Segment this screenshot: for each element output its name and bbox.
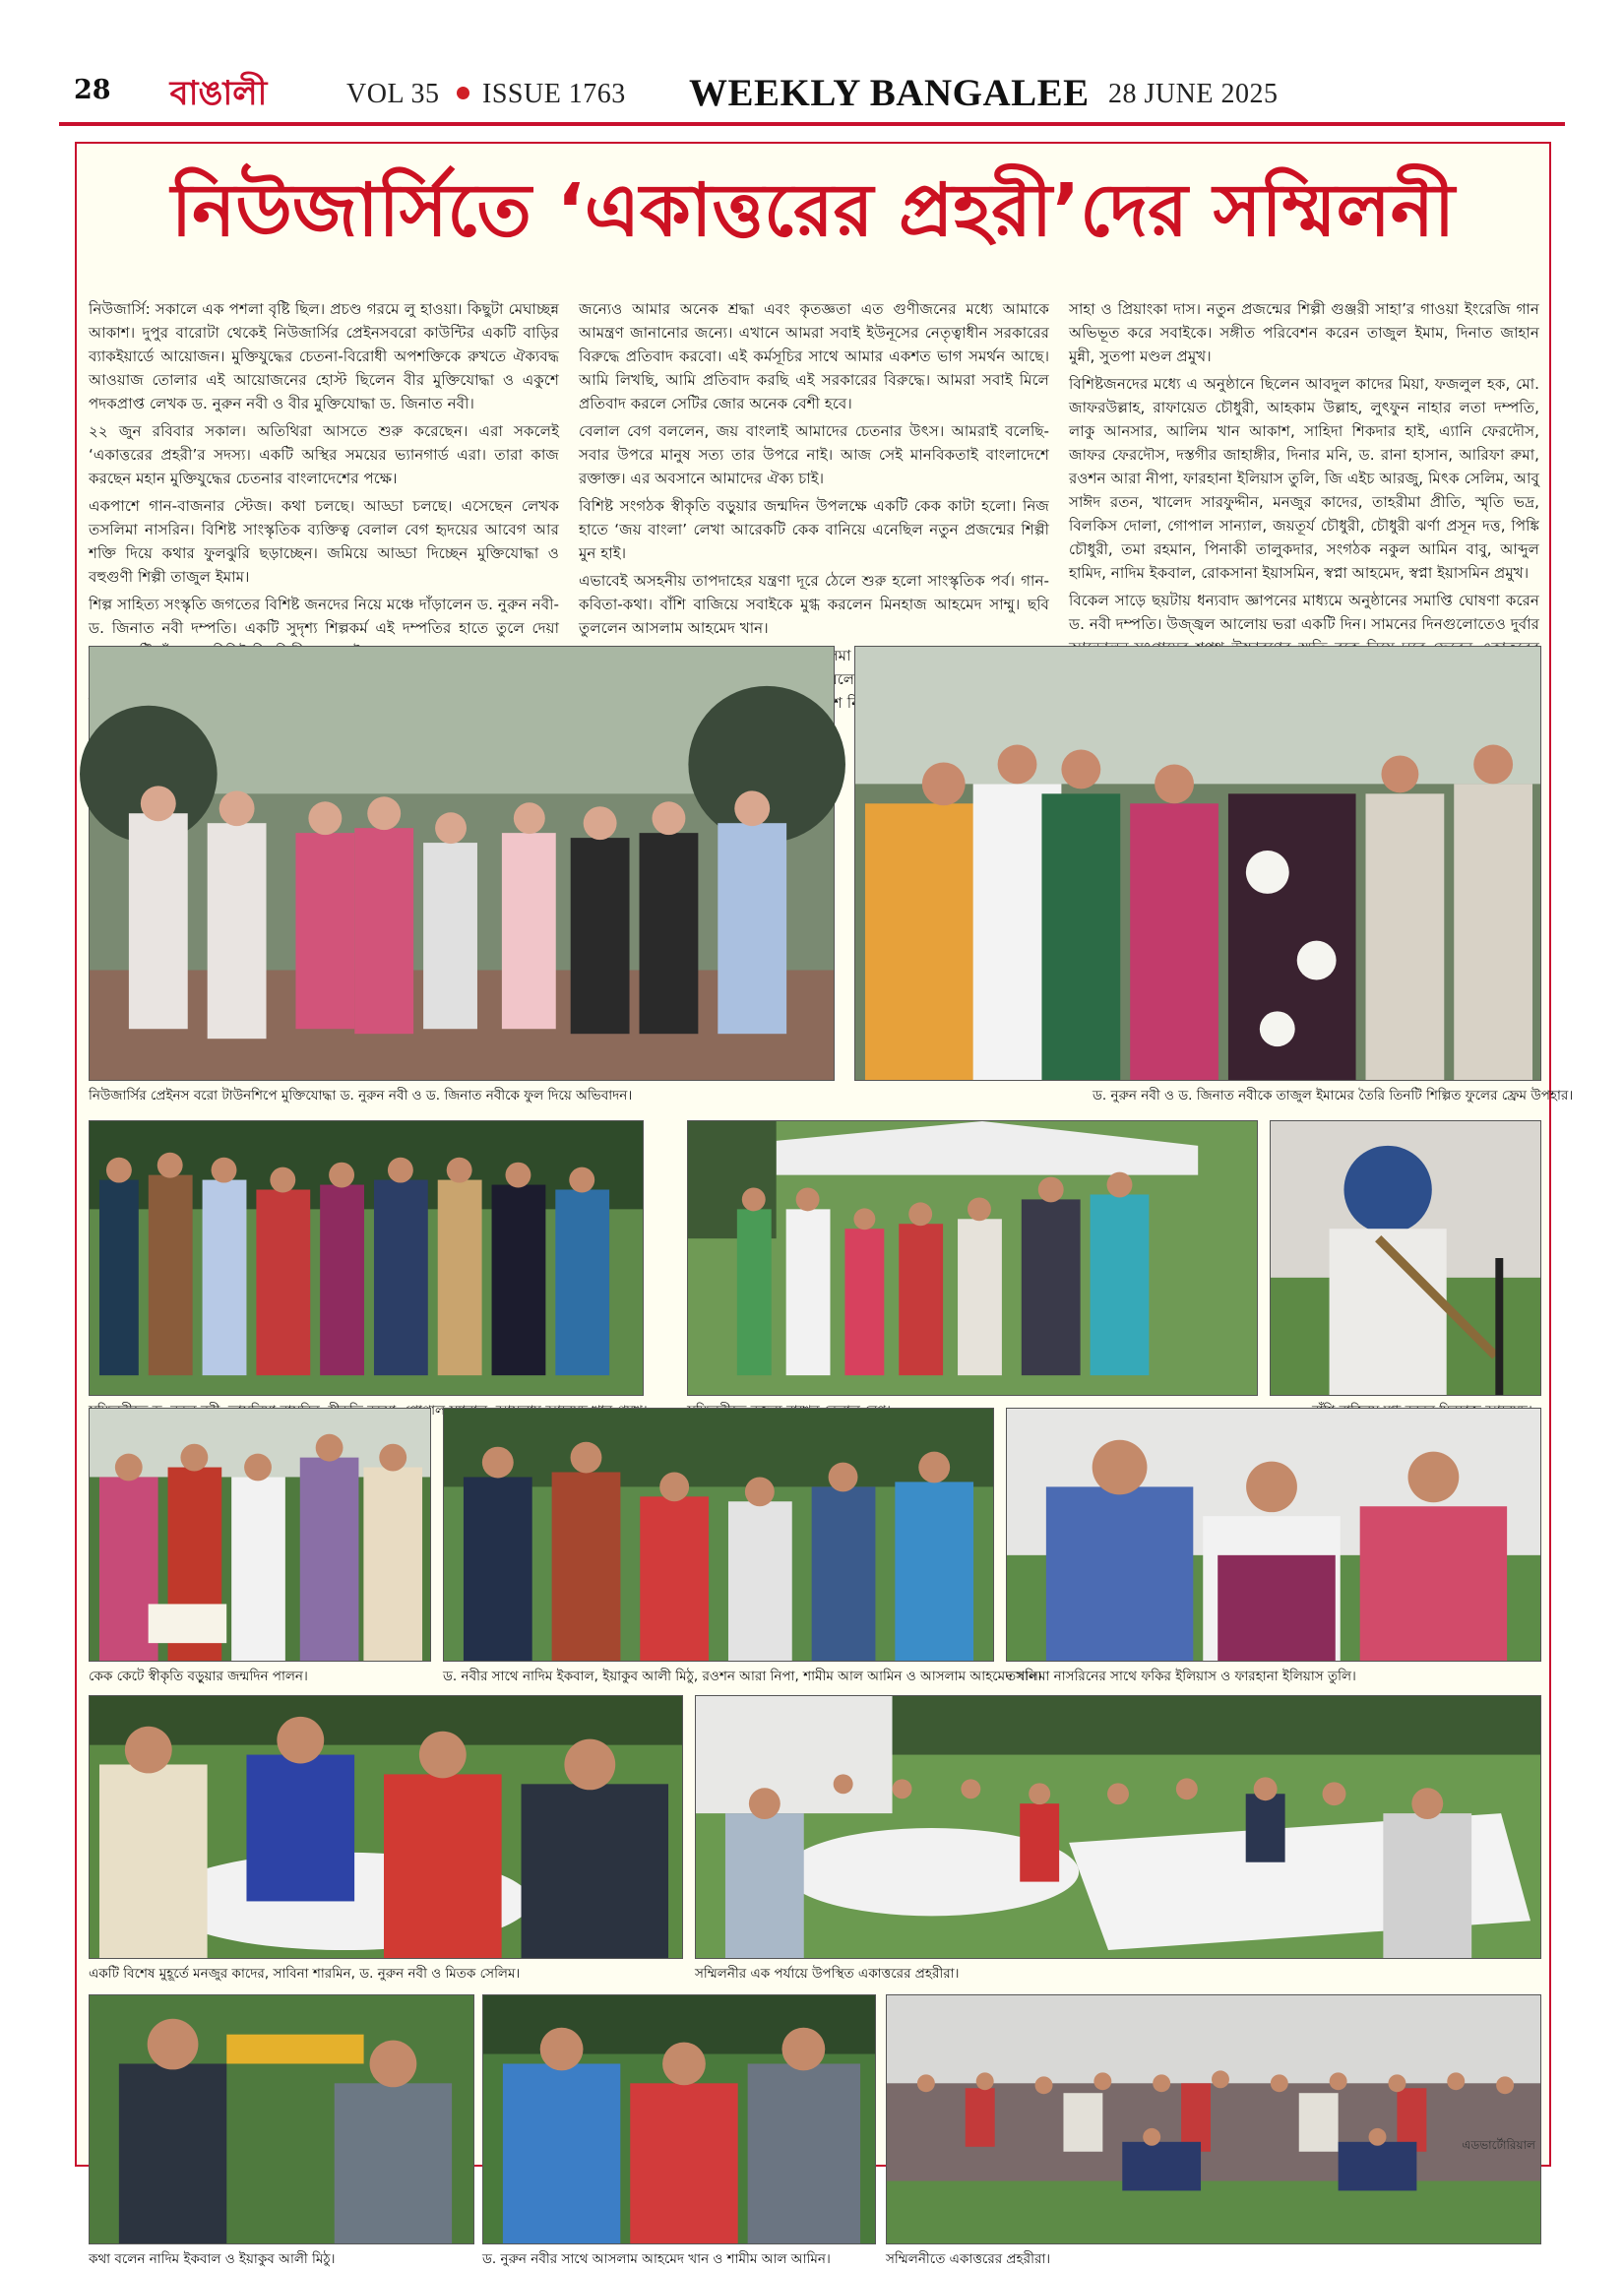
paragraph: বেলাল বেগ বললেন, জয় বাংলাই আমাদের চেতনার উৎস। আমরাই বলেছি- সবার উপরে মানুষ সত্য তার উপরে নাই। আজ সেই মানবিকতাই বাংলাদেশে রক্তাক্ত। এর অবসানে আমাদের ঐক্য চাই। xyxy=(579,422,1049,488)
headline: নিউজার্সিতে ‘একাত্তরের প্রহরী’দের সম্মিলনী xyxy=(170,168,1456,253)
photo-long-table xyxy=(695,1695,1541,1959)
volume-label: VOL 35 xyxy=(346,79,440,109)
article-column-3 xyxy=(1069,297,1539,644)
paragraph: জন্যেও আমার অনেক শ্রদ্ধা এবং কৃতজ্ঞতা এত গুণীজনের মধ্যে আমাকে আমন্ত্রণ জানানোর জন্যে। এখানে আমরা সবাই ইউনূসের নেতৃত্বাধীন সরকারের বিরুদ্ধে প্রতিবাদ করবো। এই কর্মসূচির সাথে আমার একশত ভাগ সমর্থন আছে। আমি লিখছি, আমি প্রতিবাদ করছি এই সরকারের বিরুদ্ধে। আমরা সবাই মিলে প্রতিবাদ করলে সেটির জোর অনেক বেশী হবে। xyxy=(579,300,1049,413)
photo-caption: নিউজার্সির প্রেইনস বরো টাউনশিপে মুক্তিযোদ্ধা ড. নুরুন নবী ও ড. জিনাত নবীকে ফুল দিয়ে অভিবাদন। xyxy=(89,1088,633,1104)
photo-three-guests xyxy=(1006,1408,1541,1662)
page-number: 28 xyxy=(74,75,111,105)
article-column-1 xyxy=(89,297,559,644)
paragraph: বিশিষ্টজনদের মধ্যে এ অনুষ্ঠানে ছিলেন আবদুল কাদের মিয়া, ফজলুল হক, মো. জাফরউল্লাহ, রাফায়েত চৌধুরী, আহকাম উল্লাহ, লুৎফুন নাহার লতা দম্পতি, লাকু আনসার, আলিম খান আকাশ, সাহিদা শিকদার হাই, এ্যানি ফেরদৌস, জাফর ফেরদৌস, দস্তগীর জাহাঙ্গীর, দিনার মনি, ড. রানা হাসান, আরিফা রুমা, রওশন আরা নীপা, ফারহানা ইলিয়াস তুলি, জি এইচ আরজু, মিৎক সেলিম, আবু সাঈদ রতন, খালেদ সারফুদ্দীন, মনজুর কাদের, তাহরীমা প্রীতি, স্মৃতি ভদ্র, বিলকিস দোলা, গোপাল সান্যাল, জয়তূর্য চৌধুরী, চৌধুরী ঝর্ণা প্রসূন দত্ত, পিঙ্কি চৌধুরী, তমা রহমান, পিনাকী তালুকদার, সংগঠক নকুল আমিন বাবু, আব্দুল হামিদ, নাদিম ইকবাল, রোকসানা ইয়াসমিন, স্বপ্না আহমেদ, স্বপ্না ইয়াসমিন প্রমুখ। xyxy=(1069,375,1539,583)
svg-text:বাঙালী: বাঙালী xyxy=(169,74,268,113)
separator-dot-icon xyxy=(457,87,469,99)
photo-caption: কথা বলেন নাদিম ইকবাল ও ইয়াকুব আলী মিঠু। xyxy=(89,2251,336,2267)
paragraph: সাহা ও প্রিয়াংকা দাস। নতুন প্রজন্মের শিল্পী গুঞ্জরী সাহা’র গাওয়া ইংরেজি গান অভিভূত করে সবাইকে। সঙ্গীত পরিবেশন করেন তাজুল ইমাম, দিনাত জাহান মুন্নী, সুতপা মণ্ডল প্রমুখ। xyxy=(1069,300,1539,366)
paragraph: করলেন xyxy=(818,670,864,689)
photo-caption: একটি বিশেষ মুহূর্তে মনজুর কাদের, সাবিনা শারমিন, ড. নুরুন নবী ও মিতক সেলিম। xyxy=(89,1966,521,1982)
issue-date: 28 JUNE 2025 xyxy=(1108,79,1279,109)
photo-cake-cutting xyxy=(89,1408,431,1662)
masthead xyxy=(59,63,1565,122)
photo-caption: তসলিমা নাসরিনের সাথে ফকির ইলিয়াস ও ফারহানা ইলিয়াস তুলি। xyxy=(1006,1669,1356,1684)
photo-group-lawn xyxy=(89,1120,644,1396)
photo-flute-player xyxy=(1270,1120,1541,1396)
paragraph: বিশিষ্ট সংগঠক স্বীকৃতি বড়ুয়ার জন্মদিন উপলক্ষে একটি কেক কাটা হলো। নিজ হাতে ‘জয় বাংলা’ লেখা আরেকটি কেক বানিয়ে এনেছিল নতুন প্রজন্মের শিল্পী মুন হাই। xyxy=(579,497,1049,563)
paragraph: নিউজার্সি: সকালে এক পশলা বৃষ্টি ছিল। প্রচণ্ড গরমে লু হাওয়া। কিছুটা মেঘাচ্ছন্ন আকাশ। দুপুর বারোটা থেকেই নিউজার্সির প্রেইনসবরো কাউন্টির একটি বাড়ির ব্যাকইয়ার্ডে আয়োজন। মুক্তিযুদ্ধের চেতনা-বিরোধী অপশক্তিকে রুখতে ঐক্যবদ্ধ আওয়াজ তোলার এই আয়োজনের হোস্ট ছিলেন বীর মুক্তিযোদ্ধা ও একুশে পদকপ্রাপ্ত লেখক ড. নুরুন নবী ও বীর মুক্তিযোদ্ধা ড. জিনাত নবী। xyxy=(89,300,559,413)
photo-full-group xyxy=(886,1994,1541,2244)
issue-label: ISSUE 1763 xyxy=(482,79,626,109)
newspaper-logo xyxy=(146,67,291,116)
paper-name: WEEKLY BANGALEE xyxy=(689,72,1090,114)
masthead-rule xyxy=(59,122,1565,126)
paragraph: শিল্প সাহিত্য সংস্কৃতি জগতের বিশিষ্ট জনদের নিয়ে মঞ্চে দাঁড়ালেন ড. নুরুন নবী-ড. জিনাত নবী দম্পতি। একটি সুদৃশ্য শিল্পকর্ম এই দম্পতির হাতে তুলে দেয়া xyxy=(89,596,559,638)
photo-group-six xyxy=(443,1408,994,1662)
photo-three-men xyxy=(482,1994,876,2244)
paragraph: ২২ জুন রবিবার সকাল। অতিথিরা আসতে শুরু করেছেন। এরা সকলেই ‘একাত্তরের প্রহরী’র সদস্য। একটি অস্থির সময়ের ভ্যানগার্ড এরা। তারা কাজ করছেন মহান মুক্তিযুদ্ধের চেতনার বাংলাদেশের পক্ষে। xyxy=(89,422,559,488)
article-column-2 xyxy=(579,297,1049,689)
photo-caption: সম্মিলনীর এক পর্যায়ে উপস্থিত একাত্তরের প্রহরীরা। xyxy=(695,1966,960,1982)
photo-caption: ড. নবীর সাথে নাদিম ইকবাল, ইয়াকুব আলী মিঠু, রওশন আরা নিপা, শামীম আল আমিন ও আসলাম আহমেদ খান। xyxy=(443,1669,1042,1684)
paragraph: এভাবেই অসহনীয় তাপদাহের যন্ত্রণা দূরে ঠেলে শুরু হলো সাংস্কৃতিক পর্ব। গান-কবিতা-কথা। বাঁশি বাজিয়ে সবাইকে মুগ্ধ করলেন মিনহাজ আহমেদ সাম্মু। ছবি তুললেন আসলাম আহমেদ খান। xyxy=(579,572,1049,638)
article-frame xyxy=(75,142,1574,2267)
photo-caption: কেক কেটে স্বীকৃতি বড়ুয়ার জন্মদিন পালন। xyxy=(89,1669,308,1684)
photo-speech-tent xyxy=(687,1120,1258,1396)
photo-table-moment xyxy=(89,1695,683,1959)
advertorial-note: এডভার্টোরিয়াল xyxy=(1462,2138,1535,2152)
photo-garden-greeting xyxy=(89,646,835,1081)
photo-caption: সম্মিলনীতে একাত্তরের প্রহরীরা। xyxy=(886,2251,1051,2267)
paragraph: বিকেল সাড়ে ছয়টায় ধন্যবাদ জ্ঞাপনের মাধ্যমে অনুষ্ঠানের সমাপ্তি ঘোষণা করেন ড. নবী দম্পতি। উজ্জ্বল আলোয় ভরা একটি দিন। সামনের দিনগুলোতেও দুর্বার xyxy=(1069,592,1539,634)
photo-caption: ড. নুরুন নবীর সাথে আসলাম আহমেদ খান ও শামীম আল আমিন। xyxy=(482,2251,831,2267)
photo-caption: ড. নুরুন নবী ও ড. জিনাত নবীকে তাজুল ইমামের তৈরি তিনটি শিল্পিত ফুলের ফ্রেম উপহার। xyxy=(1093,1088,1574,1104)
photo-two-talking xyxy=(89,1994,474,2244)
paragraph: একপাশে গান-বাজনার স্টেজ। কথা চলছে। আড্ডা চলছে। এসেছেন লেখক তসলিমা নাসরিন। বিশিষ্ট সাংস্কৃতিক ব্যক্তিত্ব বেলাল বেগ হৃদয়ের আবেগ আর শক্তি দিয়ে কথার ফুলঝুরি ছড়াচ্ছেন। জমিয়ে আড্ডা দিচ্ছেন মুক্তিযোদ্ধা ও বহুগুণী শিল্পী তাজুল ইমাম। xyxy=(89,497,559,587)
photo-flower-frame-gift xyxy=(854,646,1541,1081)
